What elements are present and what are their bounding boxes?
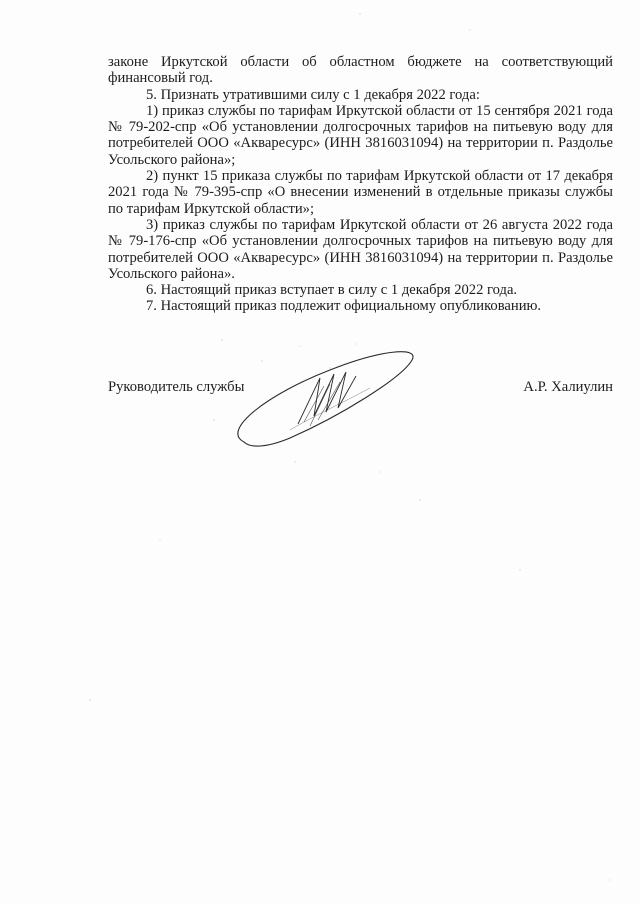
document-body	[108, 54, 613, 315]
paragraph-item-7: 7. Настоящий приказ подлежит официальному опубликованию.	[146, 298, 542, 315]
paragraph-item-6: 6. Настоящий приказ вступает в силу с 1 декабря 2022 года.	[146, 282, 518, 299]
handwritten-signature	[230, 338, 430, 458]
paragraph-subitem-2: 2) пункт 15 приказа службы по тарифам Иркутской области от 17 декабря 2021 года № 79-395-спр «О внесении изменений в отдельные приказы службы по тарифам Иркутской области»;	[108, 168, 613, 217]
paragraph-subitem-1: 1) приказ службы по тарифам Иркутской области от 15 сентября 2021 года № 79-202-спр «Об установлении долгосрочных тарифов на питьевую воду для потребителей ООО «Акваресурс» (ИНН 3816031094) на территории п. Раздолье Усольского района»;	[108, 102, 613, 168]
paragraph-subitem-3: 3) приказ службы по тарифам Иркутской области от 26 августа 2022 года № 79-176-спр «Об установлении долгосрочных тарифов на питьевую воду для потребителей ООО «Акваресурс» (ИНН 3816031094) на территории п. Раздолье Усольского района».	[108, 216, 613, 282]
paragraph-continuation: законе Иркутской области об областном бюджете на соответствующий финансовый год.	[108, 54, 613, 87]
paragraph-item-5: 5. Признать утратившими силу с 1 декабря 2022 года:	[146, 86, 480, 103]
signatory-name: А.Р. Халиулин	[523, 379, 613, 395]
signatory-title: Руководитель службы	[108, 379, 245, 395]
